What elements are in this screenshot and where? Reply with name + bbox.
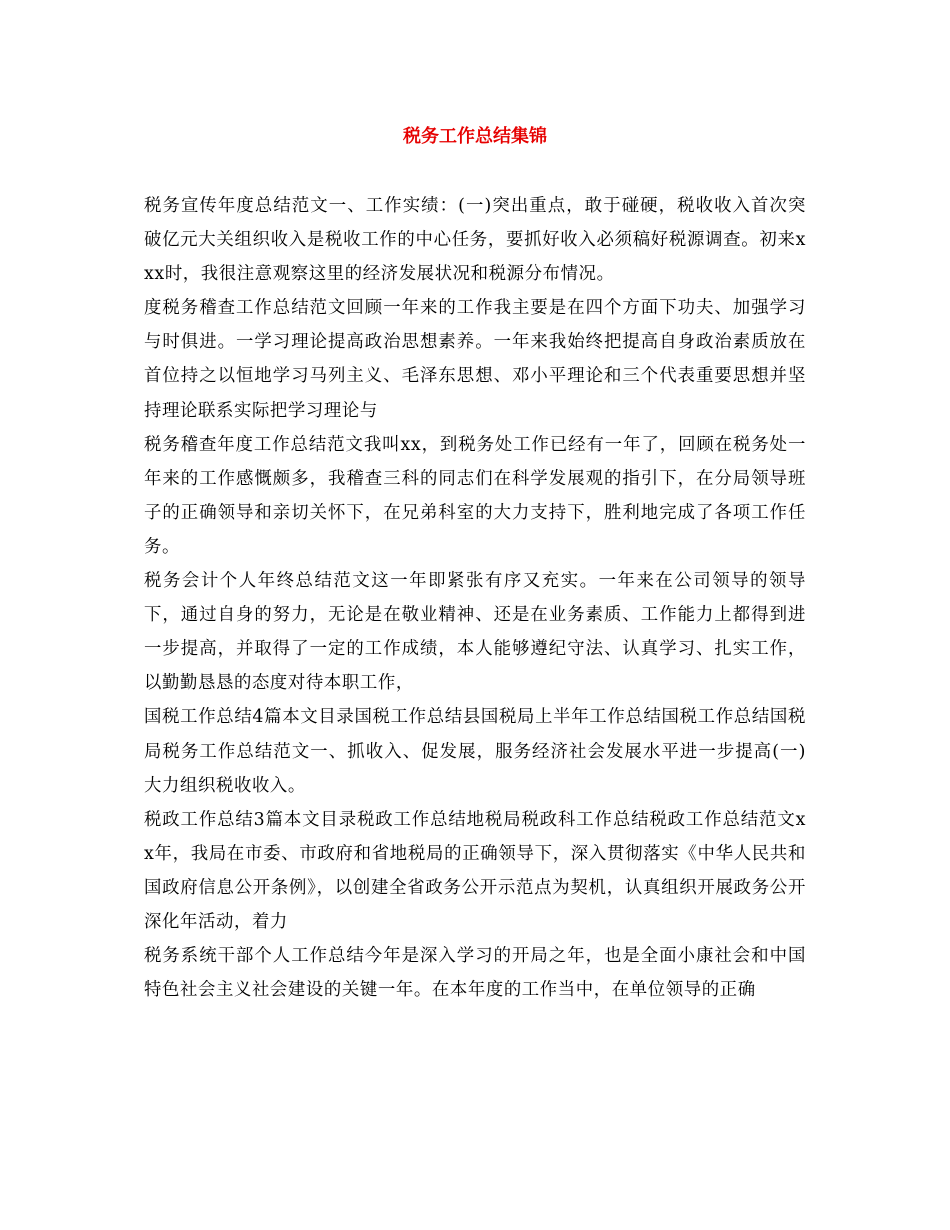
paragraph-national-tax-summary: 国税工作总结4篇本文目录国税工作总结县国税局上半年工作总结国税工作总结国税局税务工作总结范文一、抓收入、促发展，服务经济社会发展水平进一步提高(一)大力组织税收收入。	[144, 707, 806, 796]
document-title: 税务工作总结集锦	[403, 126, 547, 147]
document-body	[144, 189, 806, 1007]
paragraph-tax-policy-summary: 税政工作总结3篇本文目录税政工作总结地税局税政科工作总结税政工作总结范文xx年，我局在市委、市政府和省地税局的正确领导下，深入贯彻落实《中华人民共和国政府信息公开条例》，以创建全省政务公开示范点为契机，认真组织开展政务公开深化年活动，着力	[144, 809, 806, 932]
paragraph-tax-inspection-summary: 度税务稽查工作总结范文回顾一年来的工作我主要是在四个方面下功夫、加强学习与时俱进。一学习理论提高政治思想素养。一年来我始终把提高自身政治素质放在首位持之以恒地学习马列主义、毛泽东思想、邓小平理论和三个代表重要思想并坚持理论联系实际把学习理论与	[144, 298, 806, 421]
paragraph-tax-publicity-summary: 税务宣传年度总结范文一、工作实绩：(一)突出重点，敢于碰硬，税收收入首次突破亿元大关组织收入是税收工作的中心任务，要抓好收入必须稿好税源调查。初来xxx时，我很注意观察这里的经济发展状况和税源分布情况。	[144, 196, 806, 285]
paragraph-accounting-year-end-summary: 税务会计个人年终总结范文这一年即紧张有序又充实。一年来在公司领导的领导下，通过自身的努力，无论是在敬业精神、还是在业务素质、工作能力上都得到进一步提高，并取得了一定的工作成绩，本人能够遵纪守法、认真学习、扎实工作，以勤勤恳恳的态度对待本职工作，	[144, 571, 806, 694]
paragraph-cadre-personal-summary: 税务系统干部个人工作总结今年是深入学习的开局之年，也是全面小康社会和中国特色社会主义社会建设的关键一年。在本年度的工作当中，在单位领导的正确	[144, 946, 806, 1001]
paragraph-annual-inspection-summary: 税务稽查年度工作总结范文我叫xx，到税务处工作已经有一年了，回顾在税务处一年来的工作感慨颇多，我稽查三科的同志们在科学发展观的指引下，在分局领导班子的正确领导和亲切关怀下，在兄弟科室的大力支持下，胜利地完成了各项工作任务。	[144, 434, 806, 557]
